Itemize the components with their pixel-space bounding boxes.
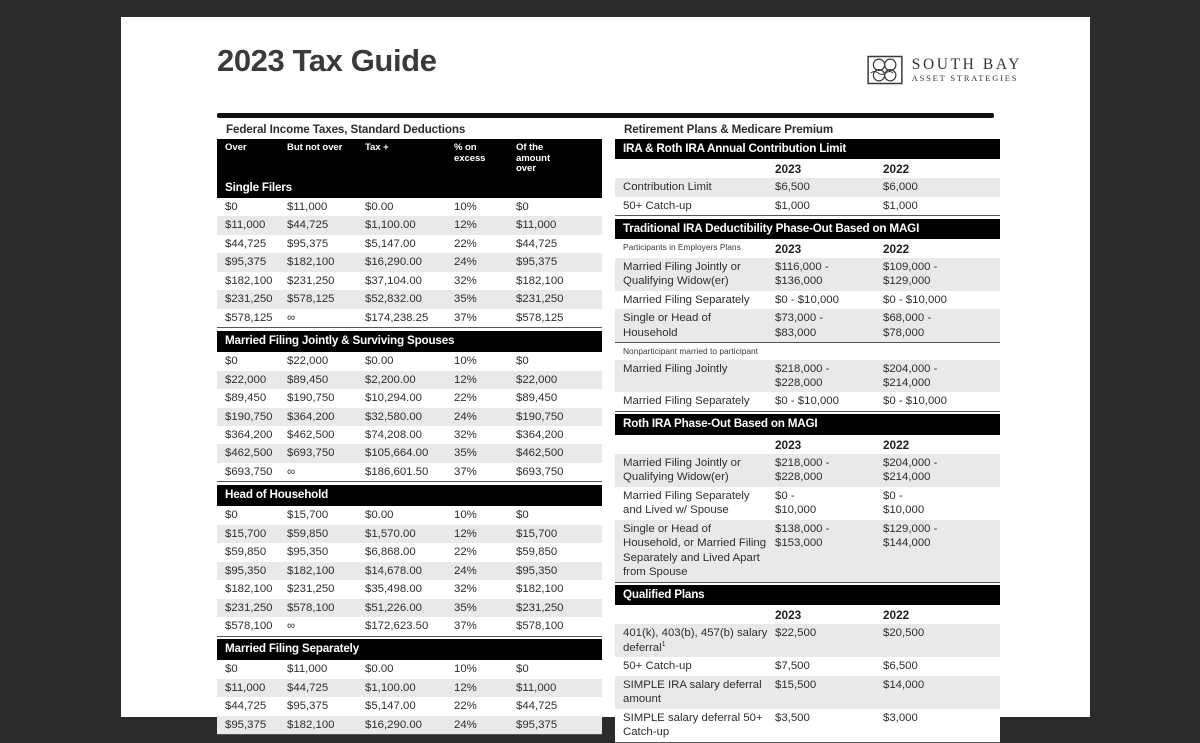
cell-2: $0.00 <box>365 352 454 370</box>
cell-2: $186,601.50 <box>365 463 454 482</box>
right-column <box>615 121 1000 743</box>
row-label: Married Filing Separately <box>615 392 775 411</box>
cell-3: 35% <box>454 599 516 617</box>
column-header-1: But not over <box>287 139 365 178</box>
column-header-2: Tax + <box>365 139 454 178</box>
cell-1: $15,700 <box>287 506 365 524</box>
cell-4: $95,375 <box>516 253 602 271</box>
table-row <box>217 506 602 524</box>
cell-4: $578,125 <box>516 309 602 328</box>
retirement-plans-table <box>615 139 1000 743</box>
cell-1: $59,850 <box>287 525 365 543</box>
cell-2: $0.00 <box>365 660 454 678</box>
cell-1: $95,375 <box>287 235 365 253</box>
row-label: Married Filing Jointly or Qualifying Widow(er) <box>615 258 775 291</box>
cell-4: $0 <box>516 198 602 216</box>
cell-1: $11,000 <box>287 660 365 678</box>
cell-3: 12% <box>454 525 516 543</box>
cell-2: $51,226.00 <box>365 599 454 617</box>
value-2023: $218,000 - $228,000 <box>775 360 883 393</box>
row-label: 401(k), 403(b), 457(b) salary deferral$^1$ <box>615 624 775 657</box>
cell-4: $22,000 <box>516 371 602 389</box>
cell-1: $44,725 <box>287 216 365 234</box>
cell-4: $231,250 <box>516 599 602 617</box>
subnote-3 <box>615 605 775 624</box>
cell-0: $95,350 <box>217 562 287 580</box>
table-row <box>615 657 1000 675</box>
row-label: Single or Head of Household, or Married Filing Separately and Lived Apart from Spouse <box>615 520 775 582</box>
year-header-2022: 2022 <box>883 162 910 177</box>
cell-0: $231,250 <box>217 599 287 617</box>
value-2022: $20,500 <box>883 624 1000 657</box>
cell-1: $693,750 <box>287 444 365 462</box>
table-row <box>615 360 1000 393</box>
cell-4: $190,750 <box>516 408 602 426</box>
cell-4: $231,250 <box>516 290 602 308</box>
row-label: Married Filing Jointly or Qualifying Widow(er) <box>615 454 775 487</box>
section-title-3: Qualified Plans <box>615 585 1000 605</box>
cell-4: $364,200 <box>516 426 602 444</box>
row-label: 50+ Catch-up <box>615 657 775 675</box>
cell-0: $462,500 <box>217 444 287 462</box>
cell-4: $182,100 <box>516 272 602 290</box>
federal-income-tax-table <box>217 139 602 735</box>
cell-4: $44,725 <box>516 235 602 253</box>
value-2023: $0 - $10,000 <box>775 291 883 309</box>
year-header-row <box>615 605 1000 624</box>
cell-4: $59,850 <box>516 543 602 561</box>
table-row <box>615 520 1000 582</box>
cell-0: $95,375 <box>217 716 287 735</box>
footnote-marker: 1 <box>661 639 666 649</box>
table-row <box>217 463 602 482</box>
sb-monogram-icon <box>867 55 903 85</box>
logo-company-name: SOUTH BAY <box>911 55 1022 73</box>
table-row <box>217 599 602 617</box>
cell-2: $52,832.00 <box>365 290 454 308</box>
value-2022: $0 - $10,000 <box>883 291 1000 309</box>
row-label: SIMPLE salary deferral 50+ Catch-up <box>615 709 775 742</box>
table-row <box>217 389 602 407</box>
cell-2: $0.00 <box>365 198 454 216</box>
subnote-row <box>615 343 1000 360</box>
year-header-2022: 2022 <box>883 242 910 256</box>
cell-2: $1,100.00 <box>365 216 454 234</box>
cell-3: 22% <box>454 543 516 561</box>
cell-1: $44,725 <box>287 679 365 697</box>
cell-4: $462,500 <box>516 444 602 462</box>
year-header-2023: 2023 <box>775 162 802 177</box>
table-row <box>615 291 1000 309</box>
year-header-2022: 2022 <box>883 608 910 623</box>
value-2023: $73,000 - $83,000 <box>775 309 883 342</box>
column-header-3: % on excess <box>454 139 516 178</box>
cell-4: $89,450 <box>516 389 602 407</box>
value-2022: $1,000 <box>883 197 1000 216</box>
value-2023: $3,500 <box>775 709 883 742</box>
cell-1: $364,200 <box>287 408 365 426</box>
table-row <box>217 562 602 580</box>
cell-4: $95,375 <box>516 716 602 735</box>
cell-1: $462,500 <box>287 426 365 444</box>
cell-1: $89,450 <box>287 371 365 389</box>
cell-3: 24% <box>454 562 516 580</box>
page-title: 2023 Tax Guide <box>217 43 437 78</box>
cell-1: $578,100 <box>287 599 365 617</box>
table-row <box>217 216 602 234</box>
cell-1: ∞ <box>287 463 365 482</box>
table-row <box>217 309 602 328</box>
content-columns <box>121 118 1090 743</box>
logo-wordmark <box>912 57 1022 84</box>
section-title-0: IRA & Roth IRA Annual Contribution Limit <box>615 139 1000 159</box>
company-logo <box>867 55 1022 85</box>
cell-1: $11,000 <box>287 198 365 216</box>
section-title-1: Traditional IRA Deductibility Phase-Out Based on MAGI <box>615 219 1000 239</box>
cell-0: $95,375 <box>217 253 287 271</box>
cell-3: 10% <box>454 198 516 216</box>
value-2022: $6,500 <box>883 657 1000 675</box>
row-label: Single or Head of Household <box>615 309 775 342</box>
cell-1: $231,250 <box>287 580 365 598</box>
table-row <box>217 272 602 290</box>
row-label: Married Filing Separately <box>615 291 775 309</box>
cell-1: $578,125 <box>287 290 365 308</box>
value-2022: $14,000 <box>883 676 1000 709</box>
cell-3: 24% <box>454 253 516 271</box>
cell-1: $22,000 <box>287 352 365 370</box>
table-row <box>217 716 602 735</box>
group-band-row <box>217 178 602 198</box>
cell-0: $0 <box>217 660 287 678</box>
cell-3: 32% <box>454 580 516 598</box>
table-row <box>217 543 602 561</box>
cell-2: $16,290.00 <box>365 716 454 735</box>
year-header-2023: 2023 <box>775 437 802 452</box>
cell-3: 37% <box>454 463 516 482</box>
table-row <box>217 290 602 308</box>
cell-0: $693,750 <box>217 463 287 482</box>
year-header-row <box>615 159 1000 178</box>
cell-2: $14,678.00 <box>365 562 454 580</box>
cell-1: $95,350 <box>287 543 365 561</box>
cell-4: $15,700 <box>516 525 602 543</box>
year-header-row <box>615 239 1000 258</box>
row-label: 50+ Catch-up <box>615 197 775 216</box>
group-title-2: Head of Household <box>217 485 602 506</box>
table-row <box>217 697 602 715</box>
right-section-title: Retirement Plans & Medicare Premium <box>624 123 834 136</box>
table-row <box>217 198 602 216</box>
cell-0: $578,125 <box>217 309 287 328</box>
table-row <box>217 371 602 389</box>
row-label: SIMPLE IRA salary deferral amount <box>615 676 775 709</box>
cell-3: 22% <box>454 697 516 715</box>
value-2023: $0 - $10,000 <box>775 392 883 411</box>
cell-3: 22% <box>454 389 516 407</box>
cell-0: $44,725 <box>217 235 287 253</box>
cell-3: 37% <box>454 309 516 328</box>
cell-0: $0 <box>217 198 287 216</box>
section-band-row <box>615 585 1000 605</box>
cell-0: $11,000 <box>217 216 287 234</box>
cell-4: $0 <box>516 506 602 524</box>
table-row <box>615 624 1000 657</box>
cell-2: $16,290.00 <box>365 253 454 271</box>
cell-4: $693,750 <box>516 463 602 482</box>
cell-0: $15,700 <box>217 525 287 543</box>
table-row <box>217 352 602 370</box>
cell-4: $0 <box>516 660 602 678</box>
cell-1: ∞ <box>287 309 365 328</box>
cell-2: $32,580.00 <box>365 408 454 426</box>
cell-3: 22% <box>454 235 516 253</box>
row-label: Contribution Limit <box>615 178 775 196</box>
value-2022: $204,000 - $214,000 <box>883 454 1000 487</box>
value-2023: $1,000 <box>775 197 883 216</box>
cell-3: 24% <box>454 716 516 735</box>
subnote-1: Participants in Employers Plans <box>623 242 741 252</box>
table-row <box>217 679 602 697</box>
year-header-2023: 2023 <box>775 242 802 256</box>
table-row <box>217 525 602 543</box>
value-2023: $15,500 <box>775 676 883 709</box>
cell-2: $0.00 <box>365 506 454 524</box>
cell-3: 12% <box>454 216 516 234</box>
document-header <box>121 17 1090 107</box>
section-band-row <box>615 414 1000 434</box>
cell-2: $2,200.00 <box>365 371 454 389</box>
section-title-2: Roth IRA Phase-Out Based on MAGI <box>615 414 1000 434</box>
table-row <box>217 580 602 598</box>
cell-0: $0 <box>217 506 287 524</box>
value-2022: $129,000 - $144,000 <box>883 520 1000 582</box>
value-2022: $0 - $10,000 <box>883 392 1000 411</box>
value-2022: $3,000 <box>883 709 1000 742</box>
cell-0: $578,100 <box>217 617 287 636</box>
group-title-0: Single Filers <box>217 178 602 198</box>
value-2023: $0 - $10,000 <box>775 487 883 520</box>
group-title-1: Married Filing Jointly & Surviving Spouses <box>217 331 602 352</box>
cell-1: $182,100 <box>287 716 365 735</box>
cell-4: $44,725 <box>516 697 602 715</box>
cell-3: 35% <box>454 444 516 462</box>
value-2022: $0 - $10,000 <box>883 487 1000 520</box>
value-2023: $6,500 <box>775 178 883 196</box>
cell-4: $95,350 <box>516 562 602 580</box>
cell-0: $231,250 <box>217 290 287 308</box>
table-row <box>615 454 1000 487</box>
column-header-4: Of the amount over <box>516 139 602 178</box>
left-column <box>217 121 602 735</box>
table-row <box>217 426 602 444</box>
table-row <box>615 709 1000 742</box>
table-row <box>217 660 602 678</box>
subnote-2 <box>615 435 775 454</box>
table-row <box>615 309 1000 342</box>
cell-2: $1,100.00 <box>365 679 454 697</box>
table-row <box>217 253 602 271</box>
cell-0: $190,750 <box>217 408 287 426</box>
cell-0: $89,450 <box>217 389 287 407</box>
cell-4: $11,000 <box>516 216 602 234</box>
cell-0: $59,850 <box>217 543 287 561</box>
table-row <box>615 258 1000 291</box>
cell-1: $182,100 <box>287 253 365 271</box>
table-row <box>615 487 1000 520</box>
table-row <box>217 444 602 462</box>
cell-4: $182,100 <box>516 580 602 598</box>
cell-1: $231,250 <box>287 272 365 290</box>
document-page <box>121 17 1090 739</box>
value-2023: $7,500 <box>775 657 883 675</box>
group-band-row <box>217 639 602 660</box>
row-label: Married Filing Jointly <box>615 360 775 393</box>
cell-4: $578,100 <box>516 617 602 636</box>
table-row <box>615 676 1000 709</box>
cell-1: $182,100 <box>287 562 365 580</box>
cell-3: 32% <box>454 426 516 444</box>
cell-1: $95,375 <box>287 697 365 715</box>
value-2023: $116,000 - $136,000 <box>775 258 883 291</box>
cell-0: $182,100 <box>217 580 287 598</box>
cell-1: $190,750 <box>287 389 365 407</box>
row-label: Married Filing Separately and Lived w/ Spouse <box>615 487 775 520</box>
cell-3: 10% <box>454 660 516 678</box>
logo-company-tagline: ASSET STRATEGIES <box>911 74 1019 84</box>
cell-3: 32% <box>454 272 516 290</box>
year-header-row <box>615 435 1000 454</box>
value-2022: $6,000 <box>883 178 1000 196</box>
cell-3: 12% <box>454 679 516 697</box>
group-band-row <box>217 485 602 506</box>
cell-2: $1,570.00 <box>365 525 454 543</box>
section-band-row <box>615 139 1000 159</box>
left-section-title: Federal Income Taxes, Standard Deductions <box>226 123 466 136</box>
cell-3: 10% <box>454 506 516 524</box>
cell-0: $182,100 <box>217 272 287 290</box>
cell-3: 10% <box>454 352 516 370</box>
cell-4: $0 <box>516 352 602 370</box>
cell-0: $364,200 <box>217 426 287 444</box>
subnote-0 <box>615 159 775 178</box>
subnote-secondary: Nonparticipant married to participant <box>623 346 758 357</box>
cell-0: $44,725 <box>217 697 287 715</box>
cell-3: 12% <box>454 371 516 389</box>
value-2023: $22,500 <box>775 624 883 657</box>
cell-2: $35,498.00 <box>365 580 454 598</box>
table-header-row <box>217 139 602 178</box>
section-band-row <box>615 219 1000 239</box>
column-header-0: Over <box>217 139 287 178</box>
cell-2: $74,208.00 <box>365 426 454 444</box>
cell-2: $105,664.00 <box>365 444 454 462</box>
cell-1: ∞ <box>287 617 365 636</box>
value-2022: $204,000 - $214,000 <box>883 360 1000 393</box>
cell-2: $174,238.25 <box>365 309 454 328</box>
cell-2: $172,623.50 <box>365 617 454 636</box>
cell-3: 37% <box>454 617 516 636</box>
group-title-3: Married Filing Separately <box>217 639 602 660</box>
value-2022: $109,000 - $129,000 <box>883 258 1000 291</box>
table-row <box>615 197 1000 216</box>
cell-4: $11,000 <box>516 679 602 697</box>
cell-0: $0 <box>217 352 287 370</box>
table-row <box>217 408 602 426</box>
year-header-2022: 2022 <box>883 437 910 452</box>
table-row <box>217 617 602 636</box>
year-header-2023: 2023 <box>775 608 802 623</box>
cell-2: $6,868.00 <box>365 543 454 561</box>
cell-3: 35% <box>454 290 516 308</box>
cell-3: 24% <box>454 408 516 426</box>
group-band-row <box>217 331 602 352</box>
value-2023: $218,000 - $228,000 <box>775 454 883 487</box>
cell-2: $10,294.00 <box>365 389 454 407</box>
cell-2: $5,147.00 <box>365 697 454 715</box>
value-2022: $68,000 - $78,000 <box>883 309 1000 342</box>
cell-0: $11,000 <box>217 679 287 697</box>
table-row <box>615 178 1000 196</box>
cell-0: $22,000 <box>217 371 287 389</box>
cell-2: $5,147.00 <box>365 235 454 253</box>
cell-2: $37,104.00 <box>365 272 454 290</box>
table-row <box>217 235 602 253</box>
table-row <box>615 392 1000 411</box>
value-2023: $138,000 - $153,000 <box>775 520 883 582</box>
